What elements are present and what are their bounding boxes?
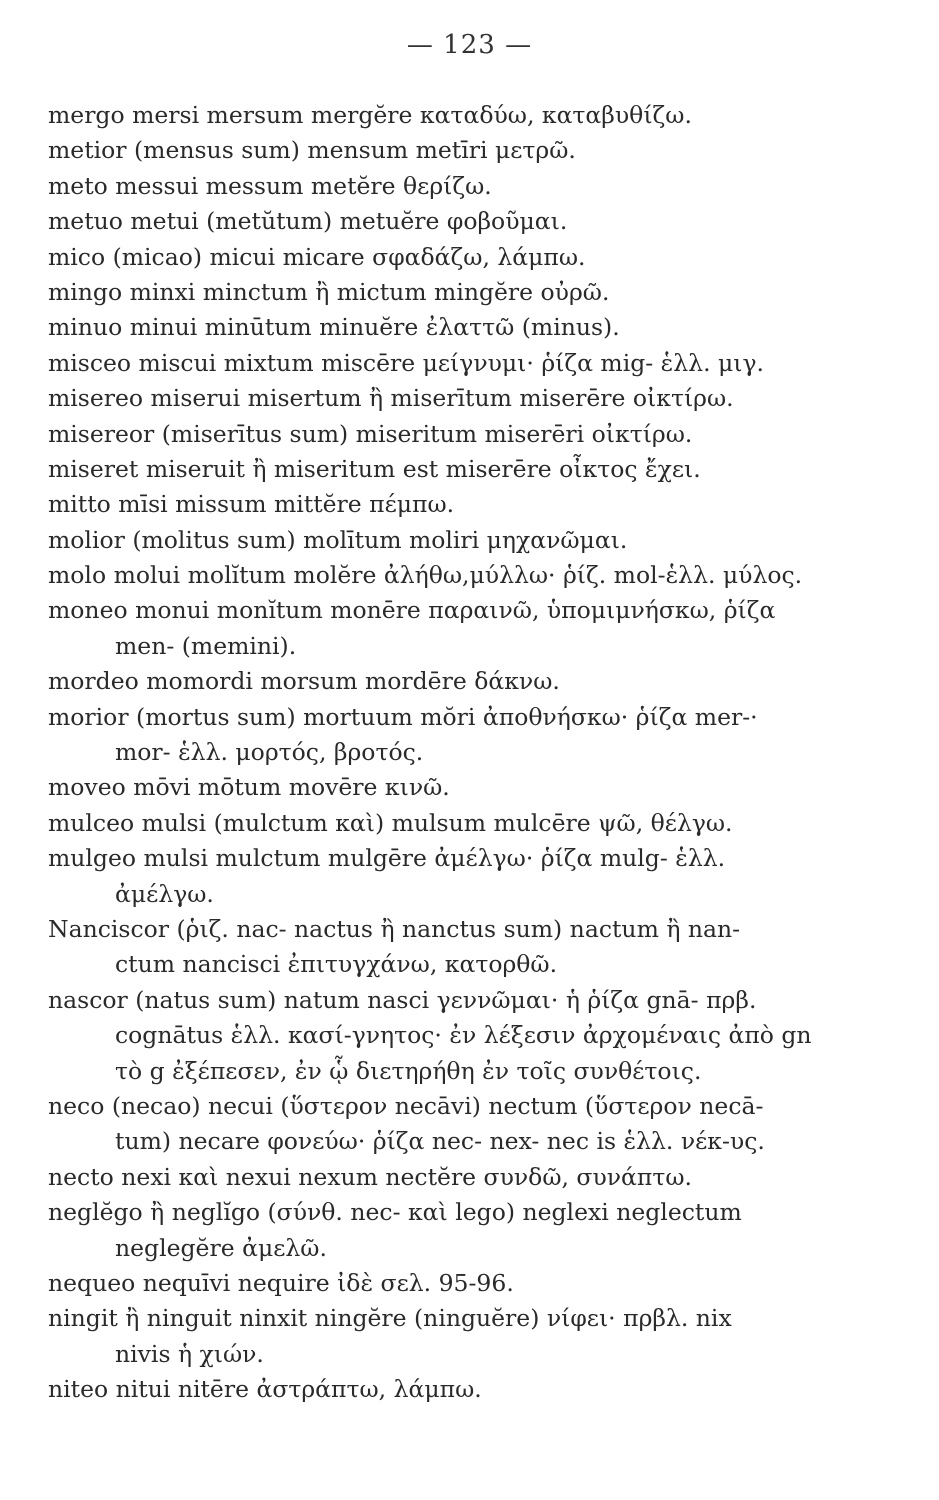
- entry-continuation-line: ἀμέλγω.: [115, 879, 214, 908]
- entry-line: morior (mortus sum) mortuum mŏri ἀποθνήσκω· ῥίζα mer-·: [48, 702, 758, 731]
- entry-line: metior (mensus sum) mensum metīri μετρῶ.: [48, 136, 576, 165]
- page-number: — 123 —: [406, 30, 533, 60]
- entry-continuation-line: ctum nancisci ἐπιτυγχάνω, κατορθῶ.: [115, 950, 558, 979]
- entry-line: minuo minui minūtum minuĕre ἐλαττῶ (minus).: [48, 313, 620, 342]
- entry-line: misereor (miserītus sum) miseritum miserēri οἰκτίρω.: [48, 419, 693, 448]
- entry-line: ningit ἢ ninguit ninxit ningĕre (ninguĕre) νίφει· πρβλ. nix: [48, 1304, 732, 1333]
- entry-line: misceo miscui mixtum miscēre μείγνυμι· ῥίζα mig- ἑλλ. μιγ.: [48, 348, 765, 377]
- entry-line: Nanciscor (ῥιζ. nac- nactus ἢ nanctus sum) nactum ἢ nan-: [48, 914, 741, 943]
- entry-line: moveo mōvi mōtum movēre κινῶ.: [48, 773, 450, 802]
- entry-line: mulgeo mulsi mulctum mulgēre ἀμέλγω· ῥίζα mulg- ἑλλ.: [48, 844, 726, 873]
- entry-continuation-line: τὸ g ἐξέπεσεν, ἐν ᾧ διετηρήθη ἐν τοῖς συνθέτοις.: [115, 1056, 702, 1085]
- entry-continuation-line: nivis ἡ χιών.: [115, 1339, 264, 1368]
- entry-line: mergo mersi mersum mergĕre καταδύω, καταβυθίζω.: [48, 101, 692, 129]
- entry-continuation-line: tum) necare φονεύω· ῥίζα nec- nex- nec is ἑλλ. νέκ-υς.: [115, 1127, 765, 1156]
- entry-line: niteo nitui nitēre ἀστράπτω, λάμπω.: [48, 1375, 482, 1404]
- entry-line: molior (molitus sum) molītum moliri μηχανῶμαι.: [48, 525, 628, 554]
- entry-continuation-line: mor- ἑλλ. μορτός, βροτός.: [115, 738, 424, 767]
- entry-line: nequeo nequīvi nequire ἰδὲ σελ. 95-96.: [48, 1268, 514, 1297]
- entry-line: nascor (natus sum) natum nasci γεννῶμαι· ἡ ῥίζα gnā- πρβ.: [48, 985, 757, 1014]
- entry-line: neco (necao) necui (ὕστερον necāvi) nectum (ὕστερον necā-: [48, 1091, 764, 1120]
- entry-line: neglĕgo ἢ neglĭgo (σύνθ. nec- καὶ lego) neglexi neglectum: [48, 1198, 742, 1227]
- entry-line: misereo miserui misertum ἢ miserītum miserēre οἰκτίρω.: [48, 384, 734, 413]
- entry-line: miseret miseruit ἢ miseritum est miserēre οἶκτος ἔχει.: [48, 454, 701, 483]
- dictionary-text: [48, 98, 908, 1407]
- entry-line: mordeo momordi morsum mordēre δάκνω.: [48, 667, 560, 696]
- entry-line: moneo monui monĭtum monēre παραινῶ, ὑπομιμνήσκω, ῥίζα: [48, 596, 776, 625]
- entry-line: metuo metui (metŭtum) metuĕre φοβοῦμαι.: [48, 207, 568, 236]
- entry-line: molo molui molĭtum molĕre ἀλήθω,μύλλω· ῥίζ. mol-ἑλλ. μύλος.: [48, 561, 803, 590]
- entry-continuation-line: men- (memini).: [115, 631, 297, 660]
- entry-line: meto messui messum metĕre θερίζω.: [48, 171, 492, 200]
- entry-line: mitto mīsi missum mittĕre πέμπω.: [48, 490, 455, 519]
- entry-line: mico (micao) micui micare σφαδάζω, λάμπω.: [48, 242, 586, 271]
- entry-line: mulceo mulsi (mulctum καὶ) mulsum mulcēre ψῶ, θέλγω.: [48, 808, 733, 837]
- entry-continuation-line: neglegĕre ἀμελῶ.: [115, 1233, 327, 1262]
- entry-continuation-line: cognātus ἑλλ. κασί-γνητος· ἐν λέξεσιν ἀρχομέναις ἀπὸ gn: [115, 1021, 812, 1050]
- entry-line: mingo minxi minctum ἢ mictum mingĕre οὐρῶ.: [48, 277, 610, 306]
- entry-line: necto nexi καὶ nexui nexum nectĕre συνδῶ, συνάπτω.: [48, 1162, 692, 1191]
